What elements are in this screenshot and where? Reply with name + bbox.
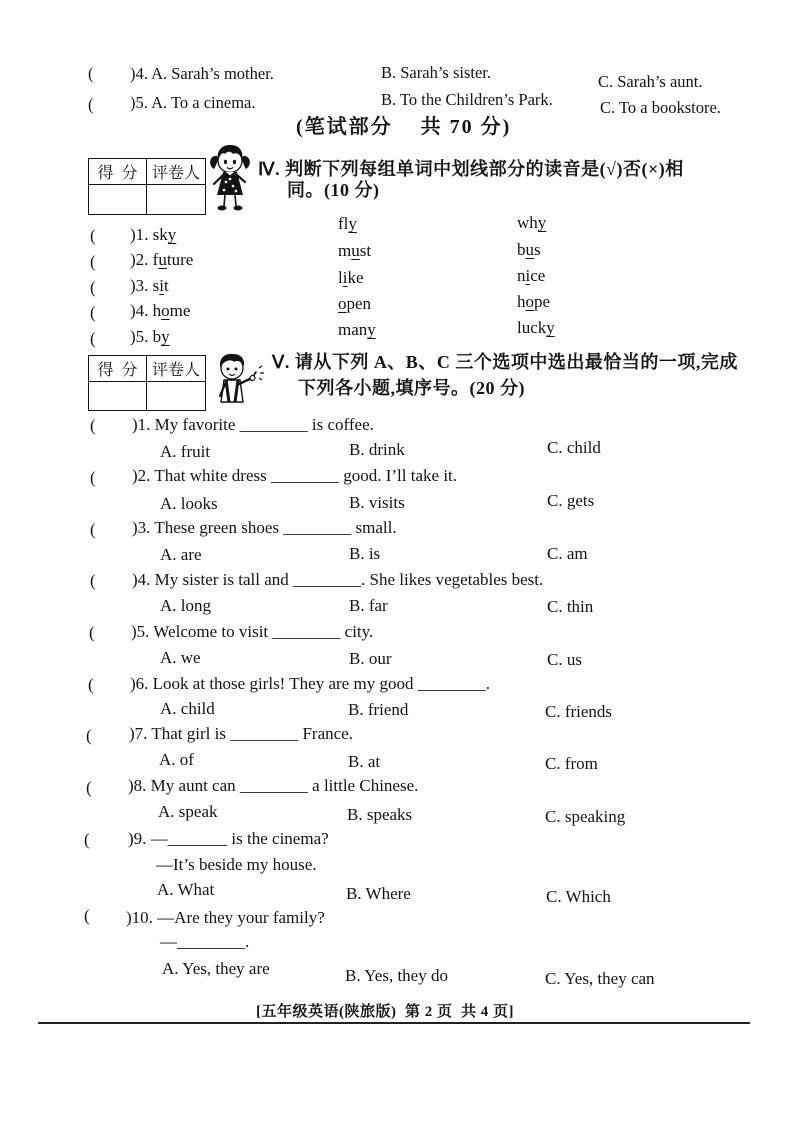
option-b: B. Where xyxy=(346,884,411,903)
word-part: h xyxy=(517,292,526,311)
answer-bracket: ( xyxy=(86,726,92,745)
answer-bracket: ( xyxy=(90,278,96,297)
option-a: A. are xyxy=(160,545,202,564)
score-entry-cell xyxy=(89,382,147,410)
underlined-letter: o xyxy=(525,292,534,311)
boy-cartoon-icon xyxy=(212,352,266,408)
answer-bracket: ( xyxy=(90,468,96,487)
answer-bracket: ( xyxy=(90,303,96,322)
word-part: s xyxy=(152,276,160,295)
word xyxy=(153,225,177,244)
word xyxy=(517,292,550,311)
option-c: C. To a bookstore. xyxy=(600,98,721,117)
item-line xyxy=(130,250,193,269)
word xyxy=(517,213,546,232)
section-iv-heading-cont: 同。(10 分) xyxy=(287,180,380,200)
word xyxy=(338,241,371,260)
item-line xyxy=(130,301,190,320)
word xyxy=(338,320,376,339)
underlined-letter: u xyxy=(525,240,534,259)
question-stem: My aunt can ________ a little Chinese. xyxy=(150,776,419,795)
word-part: fl xyxy=(338,214,349,233)
section-v-heading-cont: 下列各小题,填序号。(20 分) xyxy=(298,378,525,398)
item-number: )2. xyxy=(130,250,149,269)
answer-bracket: ( xyxy=(90,520,96,539)
answer-bracket: ( xyxy=(90,571,96,590)
underlined-letter: i xyxy=(342,268,348,287)
written-part-title: (笔试部分 共 70 分) xyxy=(296,116,512,138)
word xyxy=(338,294,371,313)
option-c: C. am xyxy=(547,544,588,563)
word-part: s xyxy=(534,240,541,259)
option-c: C. speaking xyxy=(545,807,626,826)
underlined-letter: o xyxy=(338,294,347,313)
question-stem: That girl is ________ France. xyxy=(151,724,353,743)
question-number: )7. xyxy=(129,724,148,743)
question-number: )1. xyxy=(132,415,151,434)
question-line xyxy=(132,466,457,485)
word xyxy=(517,240,541,259)
option-a: A. fruit xyxy=(160,442,211,461)
underlined-letter: u xyxy=(158,250,167,269)
question-reply: —________. xyxy=(160,932,250,951)
section-v-heading: Ⅴ. 请从下列 A、B、C 三个选项中选出最恰当的一项,完成 xyxy=(272,352,738,372)
underlined-letter: y xyxy=(348,214,357,233)
word-part: ke xyxy=(347,268,364,287)
question-line xyxy=(129,724,353,743)
score-label: 得 分 xyxy=(89,159,147,184)
item-line xyxy=(130,327,170,346)
question-line xyxy=(131,622,373,641)
option-c: C. from xyxy=(545,754,598,773)
underlined-letter: y xyxy=(546,318,555,337)
word xyxy=(338,214,357,233)
score-entry-cell xyxy=(89,185,147,214)
grader-entry-cell xyxy=(147,185,205,214)
question-stem: Welcome to visit ________ city. xyxy=(153,622,374,641)
item-number: )1. xyxy=(130,225,149,244)
score-box-header xyxy=(89,356,205,382)
option-c: C. us xyxy=(547,650,582,669)
question-line xyxy=(126,908,325,927)
word-part: l xyxy=(338,268,343,287)
answer-bracket: ( xyxy=(88,95,94,114)
question-stem: —Are they your family? xyxy=(157,908,325,927)
question-stem: That white dress ________ good. I’ll take it. xyxy=(154,466,458,485)
question-line xyxy=(130,64,274,83)
option-c: C. gets xyxy=(547,491,595,510)
underlined-letter: y xyxy=(537,213,547,232)
word-part: pe xyxy=(534,292,551,311)
question-number: )9. xyxy=(128,829,147,848)
answer-bracket: ( xyxy=(84,830,90,849)
word xyxy=(153,276,169,295)
word-part: me xyxy=(169,301,191,320)
option-c: C. Sarah’s aunt. xyxy=(598,72,703,91)
question-reply: —It’s beside my house. xyxy=(156,855,317,874)
item-line xyxy=(130,276,169,295)
question-number: )6. xyxy=(130,674,149,693)
question-line xyxy=(132,570,543,589)
underlined-letter: y xyxy=(167,225,177,244)
item-number: )4. xyxy=(130,301,149,320)
answer-bracket: ( xyxy=(90,329,96,348)
answer-bracket: ( xyxy=(89,623,95,642)
option-c: C. child xyxy=(547,438,601,457)
question-line xyxy=(132,415,374,434)
question-line xyxy=(128,829,329,848)
word-part: t xyxy=(164,276,169,295)
answer-bracket: ( xyxy=(84,906,90,925)
option-a: A. Yes, they are xyxy=(162,959,270,978)
footer-rule xyxy=(38,1022,750,1024)
item-number: )3. xyxy=(130,276,149,295)
question-number: )10. xyxy=(126,908,153,927)
answer-bracket: ( xyxy=(90,416,96,435)
underlined-letter: i xyxy=(159,276,165,295)
option-a: A. speak xyxy=(158,802,218,821)
answer-bracket: ( xyxy=(90,226,96,245)
score-label: 得 分 xyxy=(89,356,147,381)
question-number: )4. xyxy=(132,570,151,589)
question-line xyxy=(132,518,397,537)
word-part: f xyxy=(152,250,159,269)
word-part: h xyxy=(152,301,162,320)
question-number: )5. xyxy=(131,622,150,641)
option-a: A. long xyxy=(160,596,211,615)
word xyxy=(153,301,191,320)
question-number: )8. xyxy=(128,776,147,795)
underlined-letter: y xyxy=(367,320,376,339)
option-a: A. What xyxy=(157,880,215,899)
score-box-body xyxy=(89,185,205,214)
grader-label: 评卷人 xyxy=(151,165,200,182)
answer-bracket: ( xyxy=(86,778,92,797)
question-stem: My sister is tall and ________. She likes vegetables best. xyxy=(154,570,544,589)
word-part: b xyxy=(152,327,162,346)
option-b: B. our xyxy=(349,649,392,668)
grader-label: 评卷人 xyxy=(151,362,200,379)
underlined-letter: y xyxy=(161,327,170,346)
answer-bracket: ( xyxy=(90,252,96,271)
option-b: B. speaks xyxy=(347,805,413,824)
question-line xyxy=(130,674,490,693)
option-b: B. friend xyxy=(348,700,409,719)
option-b: B. visits xyxy=(349,493,405,512)
word xyxy=(517,266,545,285)
option-b: B. Sarah’s sister. xyxy=(381,63,491,82)
word-part: wh xyxy=(517,213,538,232)
option-a: A. Sarah’s mother. xyxy=(151,64,274,83)
item-line xyxy=(130,225,176,244)
question-number: )3. xyxy=(132,518,151,537)
girl-cartoon-icon xyxy=(206,142,254,214)
option-c: C. Yes, they can xyxy=(545,969,655,988)
option-b: B. far xyxy=(349,596,388,615)
option-b: B. To the Children’s Park. xyxy=(381,90,553,109)
word xyxy=(153,327,170,346)
option-a: A. of xyxy=(159,750,194,769)
question-stem: These green shoes ________ small. xyxy=(154,518,397,537)
section-iv-heading: Ⅳ. 判断下列每组单词中划线部分的读音是(√)否(×)相 xyxy=(258,159,684,179)
grader-entry-cell xyxy=(147,382,205,410)
option-a: A. child xyxy=(160,699,215,718)
option-b: B. drink xyxy=(349,440,405,459)
score-box-body xyxy=(89,382,205,410)
option-c: C. friends xyxy=(545,702,613,721)
answer-bracket: ( xyxy=(88,64,94,83)
word-part: st xyxy=(359,241,372,260)
underlined-letter: i xyxy=(525,266,531,285)
question-line xyxy=(130,93,255,112)
question-number: )5. xyxy=(130,93,148,112)
word xyxy=(517,318,555,337)
underlined-letter: u xyxy=(351,241,360,260)
question-stem: My favorite ________ is coffee. xyxy=(154,415,374,434)
underlined-letter: o xyxy=(161,301,170,320)
score-box-header xyxy=(89,159,205,185)
word-part: sk xyxy=(152,225,168,244)
page-footer: [五年级英语(陕旅版) 第 2 页 共 4 页] xyxy=(256,1004,514,1020)
question-stem: Look at those girls! They are my good ________. xyxy=(152,674,490,693)
word xyxy=(153,250,194,269)
word-part: m xyxy=(338,241,352,260)
question-number: )2. xyxy=(132,466,151,485)
word-part: man xyxy=(338,320,368,339)
question-line xyxy=(128,776,418,795)
option-a: A. we xyxy=(160,648,201,667)
item-number: )5. xyxy=(130,327,149,346)
option-b: B. is xyxy=(349,544,381,563)
option-a: A. To a cinema. xyxy=(151,93,256,112)
score-box xyxy=(88,158,206,215)
word-part: luck xyxy=(517,318,547,337)
word-part: n xyxy=(517,266,526,285)
score-box xyxy=(88,355,206,411)
word xyxy=(338,268,364,287)
word-part: b xyxy=(517,240,526,259)
option-b: B. Yes, they do xyxy=(345,966,448,985)
option-c: C. thin xyxy=(547,597,594,616)
question-stem: —_______ is the cinema? xyxy=(150,829,329,848)
word-part: ture xyxy=(166,250,194,269)
option-a: A. looks xyxy=(160,494,218,513)
answer-bracket: ( xyxy=(88,675,94,694)
option-c: C. Which xyxy=(546,887,611,906)
word-part: ce xyxy=(530,266,546,285)
option-b: B. at xyxy=(348,752,381,771)
word-part: pen xyxy=(346,294,372,313)
question-number: )4. xyxy=(130,64,148,83)
